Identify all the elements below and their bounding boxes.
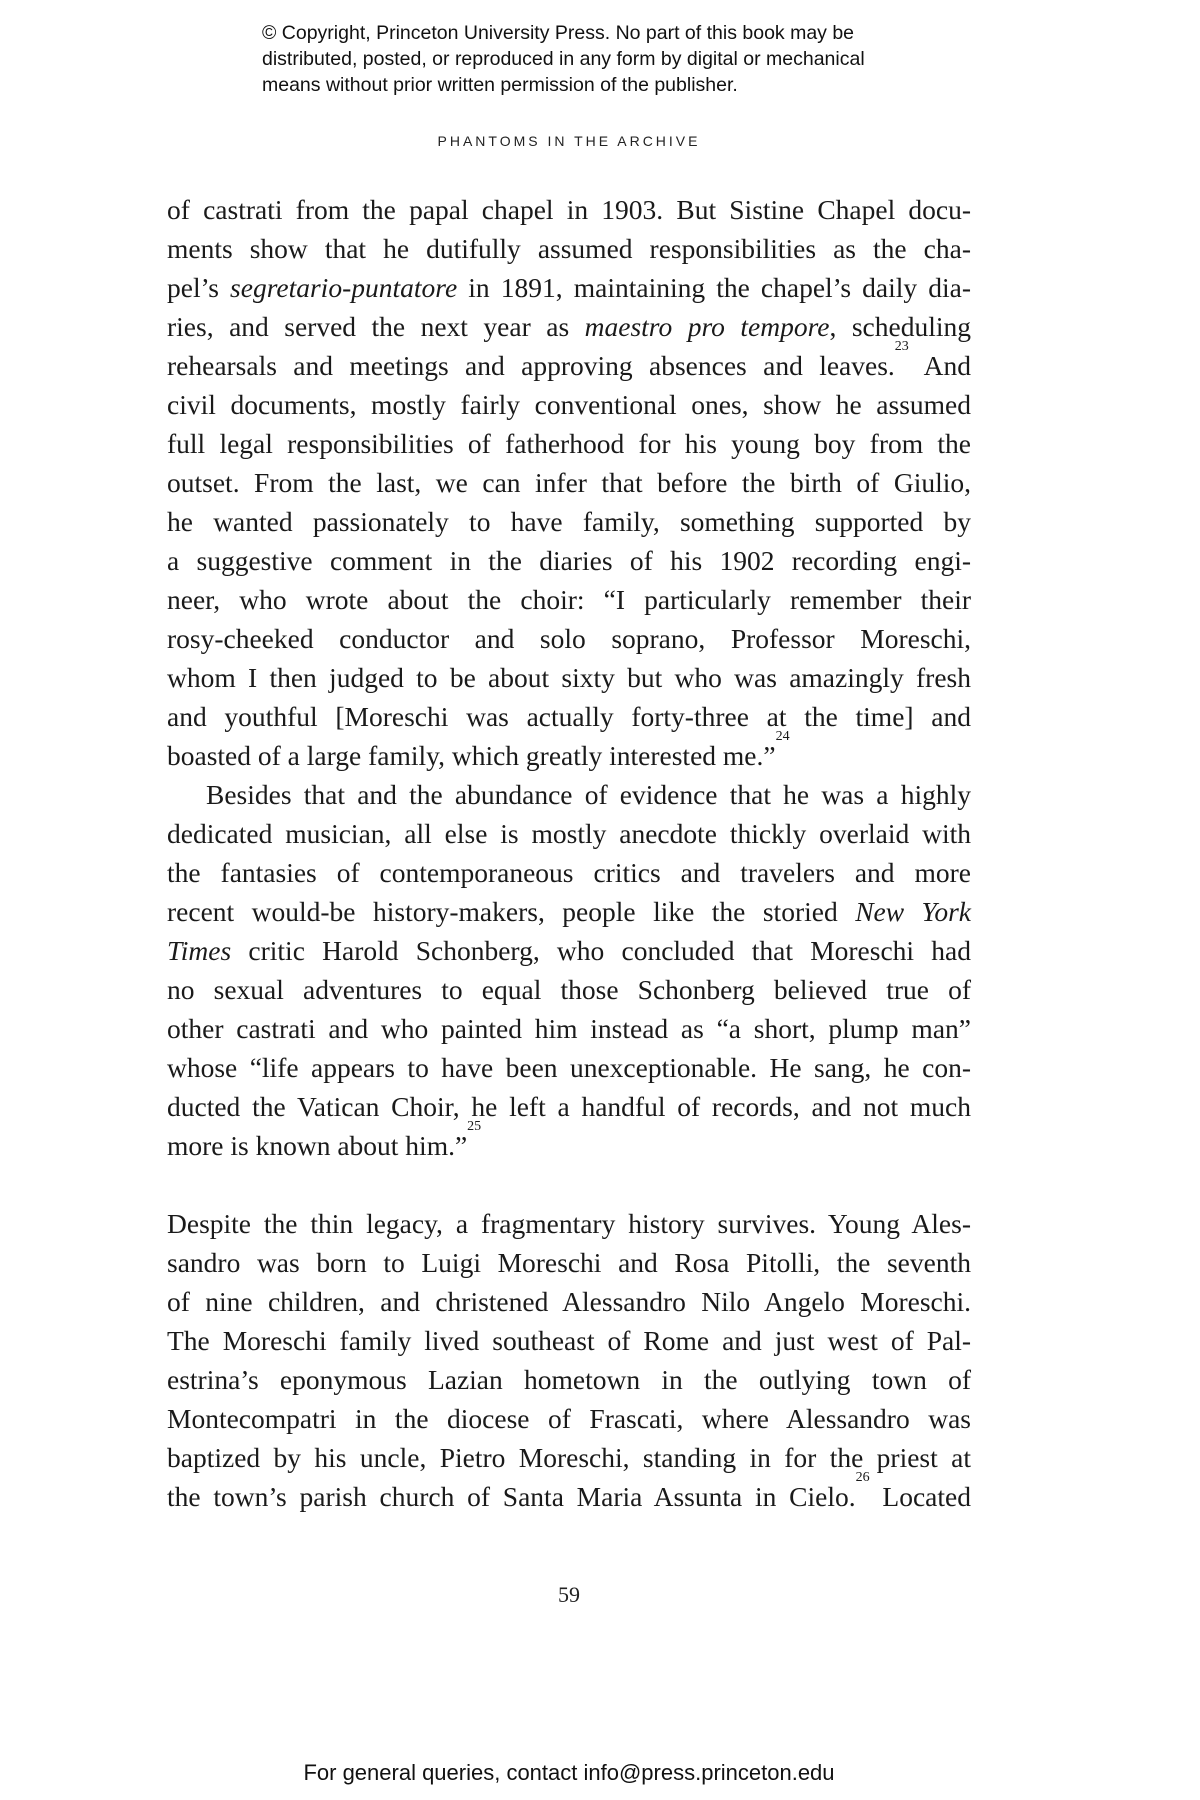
paragraph — [167, 775, 971, 1165]
text-line: full legal responsibilities of fatherhood for his young boy from the — [167, 428, 971, 459]
paragraph — [167, 190, 971, 775]
text-line: neer, who wrote about the choir: “I particularly remember their — [167, 584, 971, 615]
text-line: Besides that and the abundance of evidence that he was a highly — [206, 779, 971, 810]
copyright-line: © Copyright, Princeton University Press. No part of this book may be — [262, 22, 855, 44]
text-line: ments show that he dutifully assumed responsibilities as the cha- — [167, 233, 971, 264]
text-line: a suggestive comment in the diaries of his 1902 recording engi- — [167, 545, 971, 576]
page-number: 59 — [558, 1582, 580, 1607]
text-line: the fantasies of contemporaneous critics and travelers and more — [167, 857, 971, 888]
text-line — [167, 268, 971, 307]
copyright-notice — [262, 20, 1022, 98]
body-text — [167, 190, 971, 1516]
text-line — [167, 729, 971, 775]
text-line — [167, 931, 971, 970]
text-span: boasted of a large family, which greatly interested me.” — [167, 740, 776, 771]
text-span: Located — [869, 1481, 971, 1512]
text-span: the town’s parish church of Santa Maria Assunta in Cielo. — [167, 1481, 856, 1512]
copyright-line: means without prior written permission of the publisher. — [262, 74, 738, 96]
text-line: and youthful [Moreschi was actually forty-three at the time] and — [167, 701, 971, 732]
text-line: Despite the thin legacy, a fragmentary history survives. Young Ales- — [167, 1208, 971, 1239]
text-line: outset. From the last, we can infer that before the birth of Giulio, — [167, 467, 971, 498]
footnote-marker: 26 — [855, 1470, 870, 1485]
text-line — [167, 1470, 971, 1516]
italic-title: Times — [167, 935, 232, 966]
text-line: rosy-cheeked conductor and solo soprano, Professor Moreschi, — [167, 623, 971, 654]
text-line: dedicated musician, all else is mostly anecdote thickly overlaid with — [167, 818, 971, 849]
text-line: other castrati and who painted him instead as “a short, plump man” — [167, 1013, 971, 1044]
paragraph — [167, 1204, 971, 1516]
italic-term: segretario-puntatore — [230, 272, 458, 303]
text-span: And — [908, 350, 971, 381]
text-line: he wanted passionately to have family, something supported by — [167, 506, 971, 537]
text-line: no sexual adventures to equal those Schonberg believed true of — [167, 974, 971, 1005]
text-line: civil documents, mostly fairly conventional ones, show he assumed — [167, 389, 971, 420]
text-span: in 1891, maintaining the chapel’s daily dia- — [457, 272, 971, 303]
text-span: ries, and served the next year as — [167, 311, 585, 342]
text-line — [167, 1119, 971, 1165]
text-span: more is known about him.” — [167, 1130, 468, 1161]
text-line — [167, 339, 971, 385]
text-line: baptized by his uncle, Pietro Moreschi, standing in for the priest at — [167, 1442, 971, 1473]
section-break — [167, 1165, 971, 1204]
text-line: of nine children, and christened Alessandro Nilo Angelo Moreschi. — [167, 1286, 971, 1317]
running-head: PHANTOMS IN THE ARCHIVE — [437, 133, 701, 149]
text-span: , scheduling — [829, 311, 971, 342]
text-span: rehearsals and meetings and approving absences and leaves. — [167, 350, 895, 381]
text-line: sandro was born to Luigi Moreschi and Rosa Pitolli, the seventh — [167, 1247, 971, 1278]
text-line — [167, 892, 971, 931]
text-span: critic Harold Schonberg, who concluded that Moreschi had — [231, 935, 971, 966]
text-line: whose “life appears to have been unexceptionable. He sang, he con- — [167, 1052, 971, 1083]
footer-contact: For general queries, contact info@press.princeton.edu — [303, 1760, 835, 1785]
text-line: ducted the Vatican Choir, he left a handful of records, and not much — [167, 1091, 971, 1122]
copyright-line: distributed, posted, or reproduced in any form by digital or mechanical — [262, 48, 865, 70]
text-line: The Moreschi family lived southeast of Rome and just west of Pal- — [167, 1325, 971, 1356]
footnote-marker: 25 — [467, 1119, 482, 1134]
text-line: whom I then judged to be about sixty but who was amazingly fresh — [167, 662, 971, 693]
text-span: recent would-be history-makers, people like the storied — [167, 896, 856, 927]
text-line: of castrati from the papal chapel in 1903. But Sistine Chapel docu- — [167, 194, 971, 225]
text-line: Montecompatri in the diocese of Frascati, where Alessandro was — [167, 1403, 971, 1434]
text-span: pel’s — [167, 272, 231, 303]
text-line — [167, 307, 971, 346]
footnote-marker: 24 — [775, 729, 790, 744]
italic-term: maestro pro tempore — [584, 311, 830, 342]
text-line: estrina’s eponymous Lazian hometown in the outlying town of — [167, 1364, 971, 1395]
italic-title: New York — [855, 896, 971, 927]
footnote-marker: 23 — [894, 339, 909, 354]
